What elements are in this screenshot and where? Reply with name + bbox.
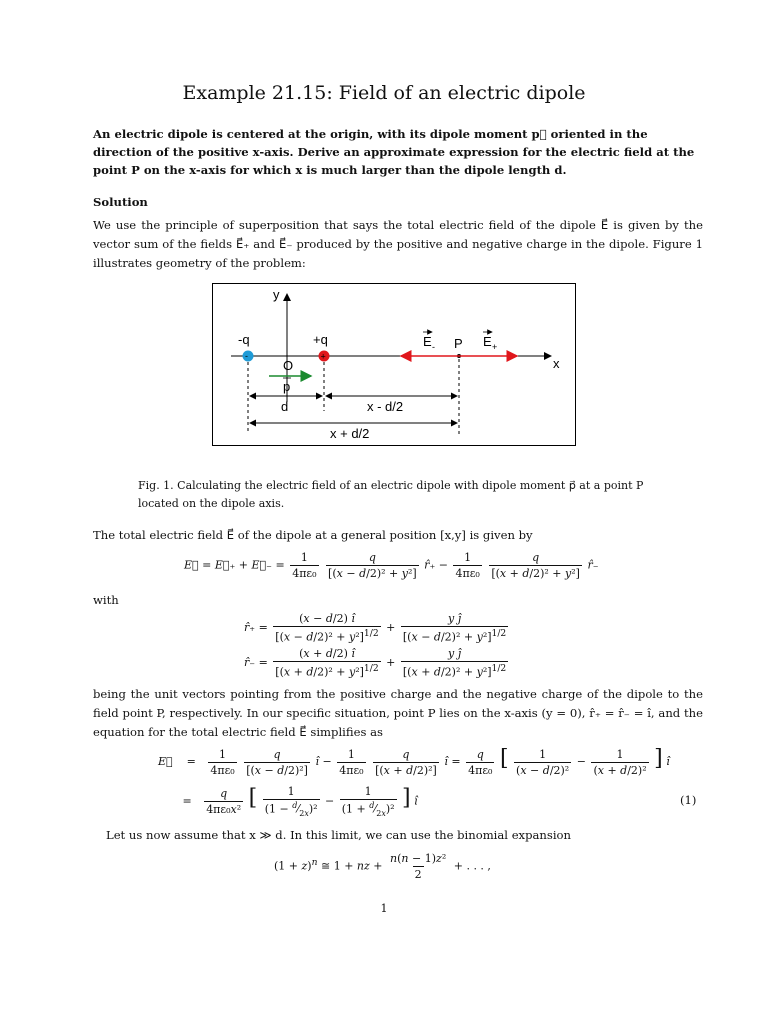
solution-paragraph-3: being the unit vectors pointing from the positive charge and the negative charge of the dipole to the field point P, respectively. In our specific situation, point P lies on the x-axis (y = 0), r̂₊ = r̂₋ = î, and the equation for the total electric field E⃗ simplifies as — [93, 687, 703, 739]
equation-number: (1) — [680, 793, 697, 807]
solution-paragraph-4: Let us now assume that x ≫ d. In this limit, we can use the binomial expansion — [106, 828, 572, 842]
dipole-figure — [212, 283, 576, 446]
equation-total-field: E⃗ = E⃗₊ + E⃗₋ = $\frac{1}{\text{4πε₀}}$ $\frac{q}{\text{[(x − d/2)² + y²]}}$ r̂₊ − $\frac{1}{\text{4πε₀}}$ $\frac{q}{\text{[(x + d/2)² + y²]}}$ r̂₋ — [184, 551, 599, 580]
dim-x-plus-label: x + d/2 — [330, 426, 370, 441]
origin-label: O — [283, 358, 294, 373]
y-axis-label: y — [273, 287, 280, 302]
dipole-moment-label: p — [283, 379, 291, 394]
dim-x-minus-label: x - d/2 — [367, 399, 404, 414]
solution-paragraph-1: We use the principle of superposition that says the total electric field of the dipole E⃗ is given by the vector sum of the fields E⃗₊ and E⃗₋ produced by the positive and negative charge in the dipole. Figure 1 illustrates geometry of the problem: — [93, 218, 703, 270]
with-text: with — [93, 593, 119, 607]
e-plus-subscript: + — [492, 342, 498, 352]
page-number: 1 — [380, 902, 388, 915]
page-title: Example 21.15: Field of an electric dipole — [182, 82, 586, 104]
equation-simplified-line2: = $\frac{q}{\text{4πε₀x²}}$ [ $\frac{1}{(1 - ^d⁄_{2x})^2}$ − $\frac{1}{(1 + ^d⁄_{2x})^2}$ ] î — [158, 785, 418, 818]
equation-binomial: $(1 + z)^n$ ≅ 1 + nz + $\frac{\text{n(n − 1)z²}}{2}$ + . . . , — [274, 852, 491, 881]
e-minus-subscript: - — [432, 342, 435, 352]
svg-text:-: - — [245, 351, 248, 361]
positive-charge-label: +q — [313, 332, 328, 347]
problem-statement: An electric dipole is centered at the origin, with its dipole moment p⃗ oriented in the direction of the positive x-axis. Derive an approximate expression for the electric field at the point P on the x-axis for which x is much larger than the dipole length d. — [93, 127, 695, 177]
dim-d-label: d — [281, 399, 289, 414]
e-minus-label: E — [423, 334, 432, 349]
field-point-label: P — [454, 336, 463, 351]
e-plus-label: E — [483, 334, 492, 349]
equation-simplified-line1: E⃗ = $\frac{1}{\text{4πε₀}}$ $\frac{q}{\text{[(x − d/2)²]}}$ î − $\frac{1}{\text{4πε₀}}$ $\frac{q}{\text{[(x + d/2)²]}}$ î = $\frac{q}{\text{4πε₀}}$ [ $\frac{1}{\text{(x − d/2)²}}$ − $\frac{1}{\text{(x + d/2)²}}$ ] î — [158, 746, 670, 777]
svg-text:+: + — [320, 351, 326, 362]
figure-caption: Fig. 1. Calculating the electric field of an electric dipole with dipole moment p⃗ at a point P located on the dipole axis. — [138, 479, 644, 510]
negative-charge-label: -q — [238, 332, 250, 347]
solution-paragraph-2: The total electric field E⃗ of the dipole at a general position [x,y] is given by — [93, 528, 533, 542]
dipole-diagram — [213, 284, 577, 447]
x-axis-label: x — [553, 356, 560, 371]
equation-r-plus: r̂₊ = $\frac{(x - d/2) î}{[(x - d/2)^2 + y^2]^{1/2}}$ + $\frac{\text{y ĵ}}{[(x - d/2)^2 + y^2]^{1/2}}$ — [244, 612, 507, 644]
equation-r-minus: r̂₋ = $\frac{(x + d/2) î}{[(x + d/2)^2 + y^2]^{1/2}}$ + $\frac{\text{y ĵ}}{[(x + d/2)^2 + y^2]^{1/2}}$ — [244, 647, 507, 679]
solution-heading: Solution — [93, 195, 148, 209]
